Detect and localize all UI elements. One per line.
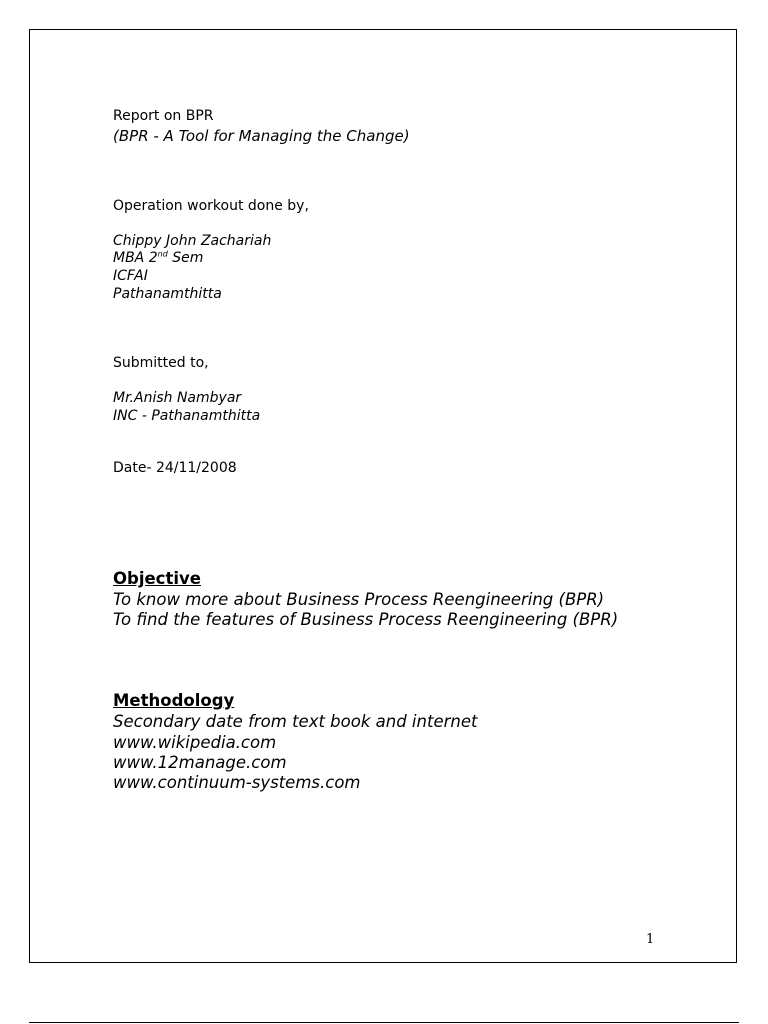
report-title: Report on BPR bbox=[113, 108, 214, 124]
program-superscript: nd bbox=[157, 249, 168, 259]
methodology-heading: Methodology bbox=[113, 691, 235, 710]
author-program bbox=[113, 250, 203, 266]
author-location: Pathanamthitta bbox=[113, 286, 222, 302]
page-number: 1 bbox=[646, 932, 655, 947]
next-page-top-edge bbox=[29, 1022, 739, 1023]
objective-line: To find the features of Business Process Reengineering (BPR) bbox=[113, 610, 619, 629]
submitted-intro: Submitted to, bbox=[113, 355, 209, 371]
objective-heading: Objective bbox=[113, 569, 201, 588]
program-prefix: MBA 2 bbox=[113, 250, 158, 266]
date-line: Date- 24/11/2008 bbox=[113, 460, 237, 476]
methodology-link: www.12manage.com bbox=[113, 753, 287, 772]
methodology-link: www.continuum-systems.com bbox=[113, 773, 361, 792]
report-subtitle: (BPR - A Tool for Managing the Change) bbox=[113, 127, 410, 145]
author-name: Chippy John Zachariah bbox=[113, 233, 272, 249]
methodology-link: www.wikipedia.com bbox=[113, 733, 277, 752]
author-intro: Operation workout done by, bbox=[113, 198, 309, 214]
page-frame bbox=[29, 29, 737, 963]
program-suffix: Sem bbox=[167, 250, 204, 266]
submitted-org: INC - Pathanamthitta bbox=[113, 408, 261, 424]
submitted-name: Mr.Anish Nambyar bbox=[113, 390, 242, 406]
objective-line: To know more about Business Process Reengineering (BPR) bbox=[113, 590, 605, 609]
methodology-line: Secondary date from text book and internet bbox=[113, 712, 478, 731]
author-institute: ICFAI bbox=[113, 268, 148, 284]
